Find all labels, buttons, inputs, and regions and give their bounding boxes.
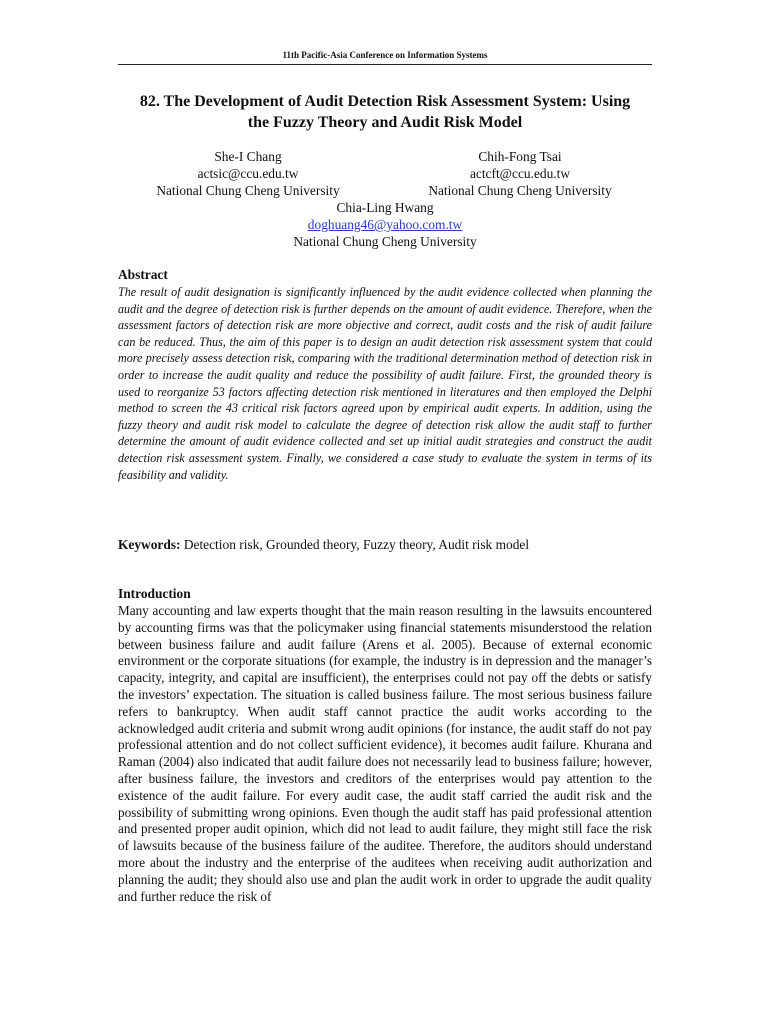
author-3 (118, 199, 652, 250)
paper-title (118, 91, 652, 133)
introduction-body: Many accounting and law experts thought that the main reason resulting in the lawsuits encountered by accounting firms was that the policymaker using financial statements misunderstood the relation between business failure and audit failure (Arens et al. 2005). Because of external economic environment or the corporate situations (for example, the industry is in depression and the manager’s capacity, integrity, and capital are insufficient), the enterprises could not pay off the debts or satisfy the investors’ expectation. The situation is called business failure. The most serious business failure refers to bankruptcy. When audit staff cannot practice the audit works according to the acknowledged audit criteria and submit wrong audit opinions (for instance, the audit staff do not pay professional attention and do not collect sufficient evidence), it becomes audit failure. Khurana and Raman (2004) also indicated that audit failure does not necessarily lead to business failure; however, after business failure, the investors and creditors of the enterprises would pay attention to the existence of the audit failure. For every audit case, the audit staff carried the audit risk and the possibility of submitting wrong opinions. Even though the audit staff has paid professional attention and presented proper audit opinion, which did not lead to audit failure, they might still face the risk of lawsuits because of the business failure of the auditee. Therefore, the auditors should understand more about the industry and the enterprise of the auditees when receiving audit authorization and planning the audit; they should also use and plan the audit work in order to upgrade the audit quality and further reduce the risk of (118, 603, 652, 904)
abstract-body: The result of audit designation is significantly influenced by the audit evidence collected when planning the audit and the degree of detection risk is further depends on the amount of audit evidence. Therefore, when the assessment factors of detection risk are more objective and correct, audit costs and the risk of audit failure can be reduced. Thus, the aim of this paper is to design an audit detection risk assessment system that could more precisely assess detection risk, comparing with the traditional determination method of detection risk in order to increase the audit quality and reduce the possibility of audit failure. First, the grounded theory is used to reorganize 53 factors affecting detection risk mentioned in literatures and then employed the Delphi method to screen the 43 critical risk factors agreed upon by empirical audit experts. In addition, using the fuzzy theory and audit risk model to calculate the degree of detection risk allow the audit staff to further determine the amount of audit evidence collected and set up initial audit strategies and construct the audit detection risk assessment system. Finally, we considered a case study to evaluate the system in terms of its feasibility and validity. (118, 285, 652, 482)
author-email: actsic@ccu.edu.tw (197, 166, 299, 181)
header-rule (118, 64, 652, 65)
title-line-2: the Fuzzy Theory and Audit Risk Model (247, 114, 523, 131)
author-name: Chia-Ling Hwang (336, 200, 434, 215)
title-line-1: 82. The Development of Audit Detection Risk Assessment System: Using (139, 93, 631, 110)
author-affiliation: National Chung Cheng University (293, 234, 477, 249)
abstract-heading: Abstract (118, 267, 168, 282)
author-email: actcft@ccu.edu.tw (469, 166, 571, 181)
keywords (118, 537, 652, 553)
author-affiliation: National Chung Cheng University (428, 183, 612, 198)
author-2 (388, 148, 652, 199)
author-name: She-I Chang (214, 149, 282, 164)
author-email-link[interactable]: doghuang46@yahoo.com.tw (307, 217, 463, 232)
author-1 (118, 148, 378, 199)
keywords-label: Keywords: (118, 537, 181, 552)
author-affiliation: National Chung Cheng University (156, 183, 340, 198)
introduction-heading: Introduction (118, 586, 191, 601)
keywords-text: Detection risk, Grounded theory, Fuzzy theory, Audit risk model (180, 537, 530, 552)
running-header: 11th Pacific-Asia Conference on Information Systems (282, 50, 488, 60)
author-name: Chih-Fong Tsai (478, 149, 562, 164)
